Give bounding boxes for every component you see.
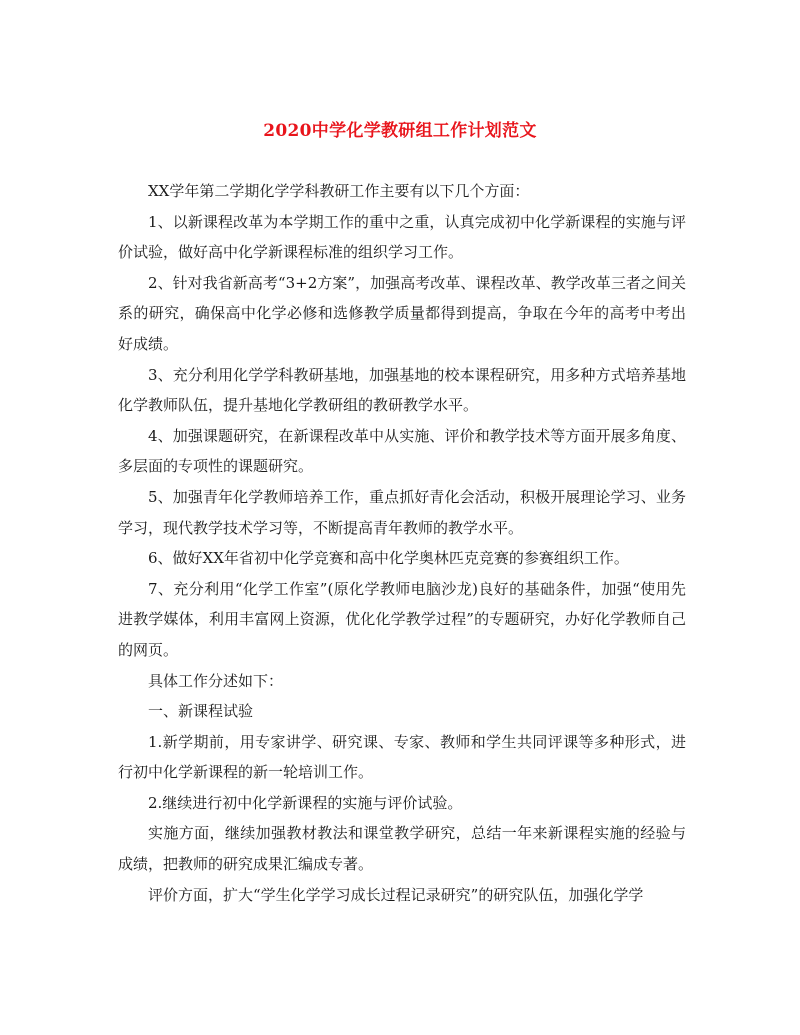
intro-paragraph: XX学年第二学期化学学科教研工作主要有以下几个方面： [148,182,530,200]
details-intro-paragraph: 具体工作分述如下： [148,671,284,690]
item-1-paragraph: 1、以新课程改革为本学期工作的重中之重，认真完成初中化学新课程的实施与评价试验，做好高中化学新课程标准的组织学习工作。 [118,212,686,262]
section-heading: 一、新课程试验 [148,702,254,721]
document-title: 2020中学化学教研组工作计划范文 [263,121,537,141]
implementation-paragraph: 实施方面，继续加强教材教法和课堂教学研究，总结一年来新课程实施的经验与成绩，把教师的研究成果汇编成专著。 [118,824,686,874]
subitem-1-paragraph: 1.新学期前，用专家讲学、研究课、专家、教师和学生共同评课等多种形式，进行初中化学新课程的新一轮培训工作。 [118,732,686,782]
document-body [118,176,686,910]
evaluation-paragraph: 评价方面，扩大“学生化学学习成长过程记录研究”的研究队伍，加强化学学 [148,885,644,904]
item-6-paragraph: 6、做好XX年省初中化学竞赛和高中化学奥林匹克竞赛的参赛组织工作。 [148,549,629,568]
item-5-paragraph: 5、加强青年化学教师培养工作，重点抓好青化会活动，积极开展理论学习、业务学习，现代教学技术学习等，不断提高青年教师的教学水平。 [118,487,686,537]
item-4-paragraph: 4、加强课题研究，在新课程改革中从实施、评价和教学技术等方面开展多角度、多层面的专项性的课题研究。 [118,426,686,476]
item-2-paragraph: 2、针对我省新高考“3+2方案”，加强高考改革、课程改革、教学改革三者之间关系的研究，确保高中化学必修和选修教学质量都得到提高，争取在今年的高考中考出好成绩。 [118,273,686,353]
item-7-paragraph: 7、充分利用“化学工作室”(原化学教师电脑沙龙)良好的基础条件，加强“使用先进教学媒体，利用丰富网上资源，优化化学教学过程”的专题研究，办好化学教师自己的网页。 [118,579,686,659]
item-3-paragraph: 3、充分利用化学学科教研基地，加强基地的校本课程研究，用多种方式培养基地化学教师队伍，提升基地化学教研组的教研教学水平。 [118,365,686,415]
subitem-2-paragraph: 2.继续进行初中化学新课程的实施与评价试验。 [148,793,463,812]
